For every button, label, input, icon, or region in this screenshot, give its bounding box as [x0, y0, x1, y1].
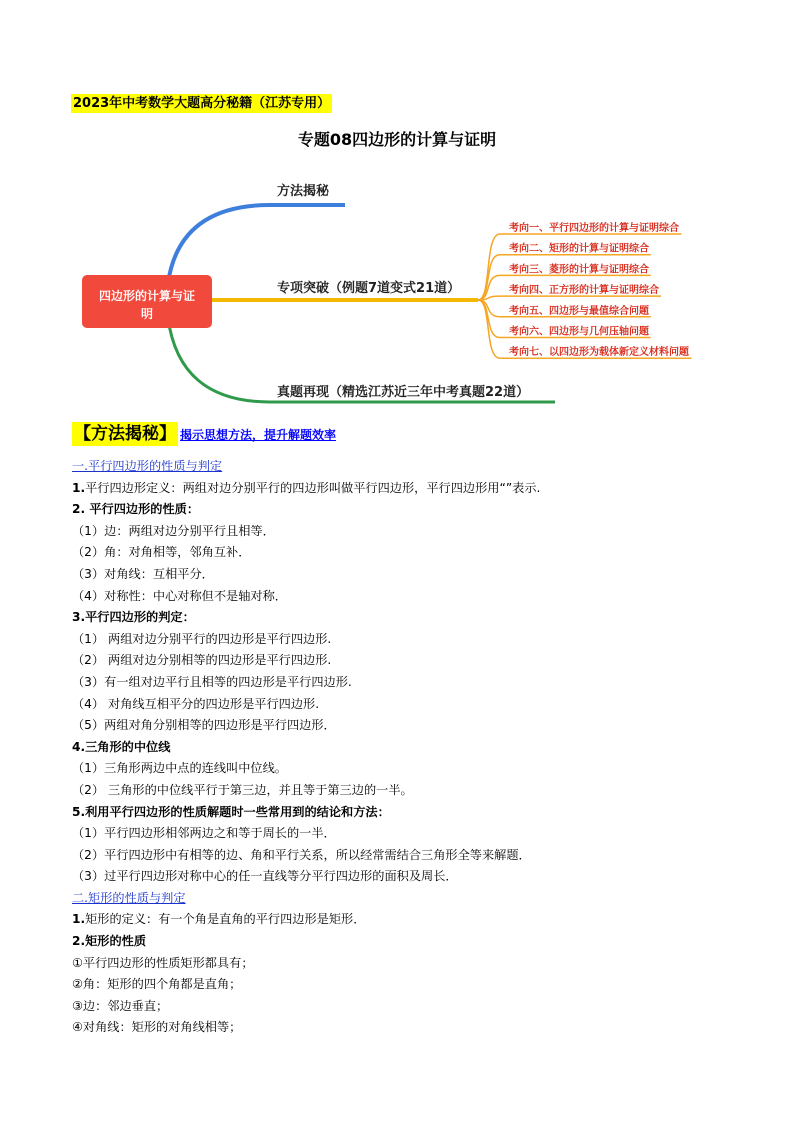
content-line: （1）三角形两边中点的连线叫中位线。: [72, 761, 287, 776]
content-line: （4） 对角线互相平分的四边形是平行四边形.: [72, 696, 320, 711]
content-line: ①平行四边形的性质矩形都具有；: [72, 955, 254, 970]
branch-label-method: 方法揭秘: [277, 184, 330, 199]
section-label: 【方法揭秘】: [74, 424, 176, 444]
content-body: [72, 456, 752, 1039]
content-line: ④对角线：矩形的对角线相等；: [72, 1020, 242, 1035]
content-line: （2）平行四边形中有相等的边、角和平行关系，所以经常需结合三角形全等来解题．: [72, 847, 531, 862]
document-title: 专题08四边形的计算与证明: [297, 130, 497, 149]
content-line: ③边：邻边垂直；: [72, 998, 169, 1013]
sub-item-label: 考向二、矩形的计算与证明综合: [509, 243, 649, 255]
content-line: ②角：矩形的四个角都是直角；: [72, 977, 242, 992]
sub-item-label: 考向七、以四边形为载体新定义材料问题: [509, 347, 689, 359]
branch-label-practice: 专项突破（例题7道变式21道）: [277, 281, 461, 296]
sub-item-line: [478, 296, 661, 300]
sub-item-label: 考向三、菱形的计算与证明综合: [509, 264, 649, 276]
mindmap-root-label-1: 四边形的计算与证: [98, 289, 196, 303]
content-line: （2） 两组对边分别相等的四边形是平行四边形.: [72, 653, 332, 668]
content-line: 1.平行四边形定义：两组对边分别平行的四边形叫做平行四边形，平行四边形用“”表示.: [72, 480, 541, 495]
content-line: （1）边：两组对边分别平行且相等．: [72, 523, 275, 538]
sub-item-label: 考向六、四边形与几何压轴问题: [509, 326, 649, 338]
sub-item-label: 考向一、平行四边形的计算与证明综合: [509, 223, 679, 234]
document-tag: 2023年中考数学大题高分秘籍（江苏专用）: [73, 96, 331, 111]
branch-label-exam: 真题再现（精选江苏近三年中考真题22道）: [277, 385, 530, 400]
content-line: 一.平行四边形的性质与判定: [72, 459, 223, 473]
content-line: （4）对称性：中心对称但不是轴对称．: [72, 588, 287, 603]
section-header: [72, 422, 336, 446]
branch-line-method: [168, 205, 345, 283]
content-line: 5.利用平行四边形的性质解题时一些常用到的结论和方法：: [72, 804, 390, 819]
section-subtitle: 揭示思想方法，提升解题效率: [180, 428, 337, 442]
content-line: （3）有一组对边平行且相等的四边形是平行四边形.: [72, 674, 352, 689]
content-line: （1） 两组对边分别平行的四边形是平行四边形.: [72, 631, 332, 646]
content-line: 二.矩形的性质与判定: [72, 890, 186, 905]
sub-item-label: 考向四、正方形的计算与证明综合: [509, 285, 659, 297]
content-line: 3.平行四边形的判定：: [72, 610, 195, 625]
mindmap-root-label-2: 明: [140, 307, 154, 321]
content-line: （2）角：对角相等，邻角互补．: [72, 545, 251, 560]
content-line: （5）两组对角分别相等的四边形是平行四边形．: [72, 718, 336, 733]
content-line: 4.三角形的中位线: [72, 739, 171, 754]
mindmap-sub-items: [478, 221, 692, 358]
sub-item-label: 考向五、四边形与最值综合问题: [509, 305, 649, 317]
content-line: （3）对角线：互相平分．: [72, 566, 214, 581]
content-line: 2.矩形的性质: [72, 934, 147, 949]
content-line: （1）平行四边形相邻两边之和等于周长的一半．: [72, 826, 336, 841]
content-line: 1.矩形的定义：有一个角是直角的平行四边形是矩形．: [72, 912, 366, 927]
mind-map: [0, 170, 794, 410]
content-line: 2. 平行四边形的性质：: [72, 502, 200, 517]
content-line: （3）过平行四边形对称中心的任一直线等分平行四边形的面积及周长．: [72, 869, 458, 884]
content-line: （2） 三角形的中位线平行于第三边，并且等于第三边的一半。: [72, 782, 413, 797]
